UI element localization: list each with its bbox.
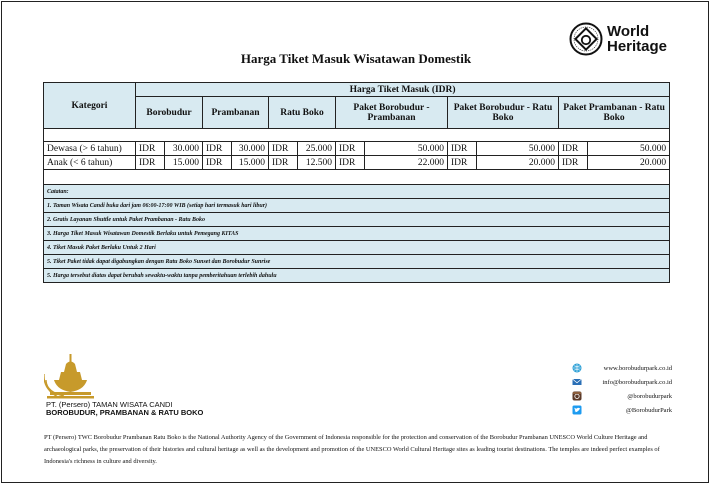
price-cell: 50.000 [365,142,448,156]
contact-instagram[interactable] [572,390,672,402]
table-row [44,156,670,170]
note-row [44,199,670,213]
price-sheet [1,1,709,483]
contact-website[interactable] [572,362,672,374]
price-cell: 20.000 [477,156,559,170]
note-item: 3. Harga Tiket Masuk Wisatawan Domestik Berlaku untuk Pemegang KITAS [44,227,670,241]
kategori-header: Kategori [44,83,136,129]
price-cell: 30.000 [165,142,203,156]
row-category: Anak (< 6 tahun) [44,156,136,170]
col-header-borobudur: Borobudur [136,97,203,129]
logo-line-2: Heritage [607,38,668,55]
note-item: 5. Tiket Paket tidak dapat digabungkan dengan Ratu Boko Sunset dan Borobudur Sunrise [44,255,670,269]
contact-instagram-text: @borobudurpark [627,392,672,400]
notes-title: Catatan: [44,185,670,199]
note-row [44,241,670,255]
contact-email-text: info@borobudurpark.co.id [602,378,672,386]
note-row [44,213,670,227]
notes-title-row [44,185,670,199]
price-table [43,82,670,283]
group-header: Harga Tiket Masuk (IDR) [136,83,670,97]
contact-twitter[interactable] [572,404,672,416]
note-item: 2. Gratis Layanan Shuttle untuk Paket Prambanan - Ratu Boko [44,213,670,227]
currency-cell: IDR [448,156,477,170]
price-cell: 25.000 [298,142,336,156]
contact-email[interactable] [572,376,672,388]
note-row [44,269,670,283]
row-category: Dewasa (> 6 tahun) [44,142,136,156]
price-cell: 20.000 [588,156,670,170]
note-row [44,255,670,269]
price-cell: 15.000 [165,156,203,170]
col-header-ratu-boko: Ratu Boko [269,97,336,129]
currency-cell: IDR [269,156,298,170]
instagram-icon [572,391,582,401]
currency-cell: IDR [136,142,165,156]
contact-twitter-text: @BorobudurPark [625,406,672,414]
price-cell: 50.000 [588,142,670,156]
currency-cell: IDR [136,156,165,170]
currency-cell: IDR [336,142,365,156]
company-name-line-1: PT. (Persero) TAMAN WISATA CANDI [46,400,173,409]
col-header-paket-borobudur-ratu-boko: Paket Borobudur - Ratu Boko [448,97,559,129]
currency-cell: IDR [559,156,588,170]
price-cell: 50.000 [477,142,559,156]
company-name-line-2: BOROBUDUR, PRAMBANAN & RATU BOKO [46,408,204,417]
price-cell: 12.500 [298,156,336,170]
note-item: 1. Taman Wisata Candi buka dari jam 06:00-17:00 WIB (setiap hari termasuk hari libur) [44,199,670,213]
note-item: 5. Harga tersebut diatas dapat berubah sewaktu-waktu tanpa pemberitahuan terlebih dahulu [44,269,670,283]
currency-cell: IDR [559,142,588,156]
price-cell: 15.000 [232,156,269,170]
col-header-paket-prambanan-ratu-boko: Paket Prambanan - Ratu Boko [559,97,670,129]
price-cell: 22.000 [365,156,448,170]
currency-cell: IDR [269,142,298,156]
note-item: 4. Tiket Masuk Paket Berlaku Untuk 2 Hari [44,241,670,255]
col-header-paket-borobudur-prambanan: Paket Borobudur - Prambanan [336,97,448,129]
price-cell: 30.000 [232,142,269,156]
currency-cell: IDR [448,142,477,156]
currency-cell: IDR [336,156,365,170]
logo-line-1: World [607,23,650,40]
note-row [44,227,670,241]
page-title: Harga Tiket Masuk Wisatawan Domestik [240,51,472,66]
footer-description: PT (Persero) TWC Borobudur Prambanan Ratu Boko is the National Authority Agency of the Government of Indonesia responsible for the protection and conservation of the Borobudur Prambanan UNESCO World Culture Heritage and archaeological parks, the preservation of their histories and cultural heritage as well as the development and promotion of the UNESCO World Cultural Heritage sites as leading tourist destinations. The temples are indeed perfect examples of Indonesia's richness in culture and diversity. [44,434,660,465]
globe-icon [572,363,582,373]
mail-icon [572,377,582,387]
currency-cell: IDR [203,142,232,156]
twitter-icon [572,405,582,415]
table-row [44,142,670,156]
col-header-prambanan: Prambanan [203,97,269,129]
contact-website-text: www.borobudurpark.co.id [603,364,672,372]
currency-cell: IDR [203,156,232,170]
